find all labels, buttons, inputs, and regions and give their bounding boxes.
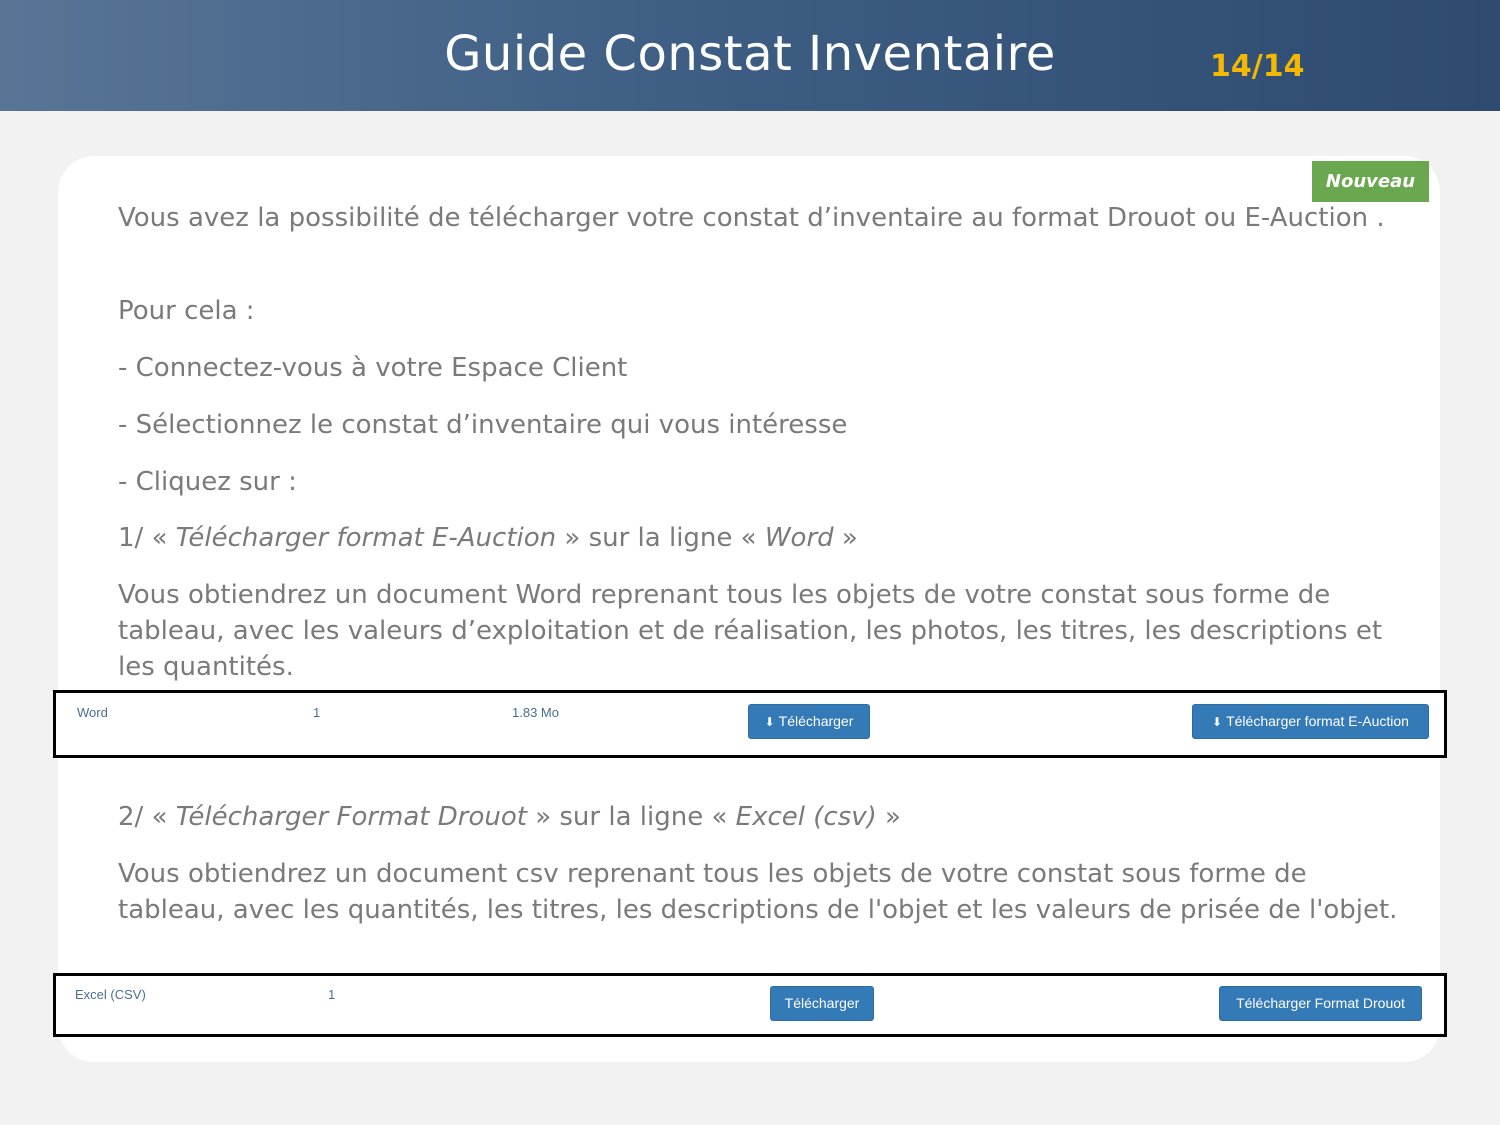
slide-header <box>0 0 1500 111</box>
csv-export-drouot-button[interactable]: Télécharger Format Drouot <box>1219 986 1422 1021</box>
csv-row-type: Excel (CSV) <box>75 987 146 1002</box>
csv-download-button[interactable]: Télécharger <box>770 986 874 1021</box>
page-indicator: 14/14 <box>1210 49 1305 84</box>
instruction-select: - Sélectionnez le constat d’inventaire qui vous intéresse <box>118 410 848 440</box>
word-export-eauction-button[interactable] <box>1192 704 1429 739</box>
step-1-prefix: 1/ « <box>118 523 176 553</box>
instruction-click: - Cliquez sur : <box>118 467 297 497</box>
step-2-description: Vous obtiendrez un document csv reprenant tous les objets de votre constat sous forme de tableau, avec les quantités, les titres, les descriptions de l'objet et les valeurs de prisée de l'objet. <box>118 859 1398 925</box>
step-2-prefix: 2/ « <box>118 802 176 832</box>
step-2-action: Télécharger Format Drouot <box>175 802 527 832</box>
csv-row-count: 1 <box>328 987 336 1002</box>
word-row-type: Word <box>77 705 108 720</box>
new-badge: Nouveau <box>1312 161 1429 202</box>
word-row-count: 1 <box>313 705 321 720</box>
step-1-suffix: » <box>833 523 858 553</box>
instruction-connect: - Connectez-vous à votre Espace Client <box>118 353 628 383</box>
step-1-description: Vous obtiendrez un document Word reprenant tous les objets de votre constat sous forme de tableau, avec les valeurs d’exploitation et de réalisation, les photos, les titres, les descriptions et les quantités. <box>118 580 1383 682</box>
word-download-button[interactable] <box>748 704 870 739</box>
step-2-heading <box>118 799 1408 835</box>
csv-file-row <box>53 973 1447 1037</box>
for-this-label: Pour cela : <box>118 296 255 326</box>
download-icon: ⬇ <box>764 715 775 729</box>
step-2-suffix: » <box>876 802 901 832</box>
step-1-middle: » sur la ligne « <box>556 523 765 553</box>
step-2-middle: » sur la ligne « <box>526 802 736 832</box>
word-download-label: Télécharger <box>778 713 854 729</box>
step-1-heading <box>118 520 1408 556</box>
download-icon: ⬇ <box>1212 715 1223 729</box>
word-file-row <box>53 690 1447 758</box>
word-row-size: 1.83 Mo <box>512 705 559 720</box>
step-2-row: Excel (csv) <box>735 802 877 832</box>
step-1-action: Télécharger format E-Auction <box>175 523 557 553</box>
slide-title: Guide Constat Inventaire <box>444 26 1056 82</box>
word-export-label: Télécharger format E-Auction <box>1226 713 1409 729</box>
intro-paragraph: Vous avez la possibilité de télécharger votre constat d’inventaire au format Drouot ou E-Auction . <box>118 203 1385 233</box>
step-1-row: Word <box>764 523 834 553</box>
